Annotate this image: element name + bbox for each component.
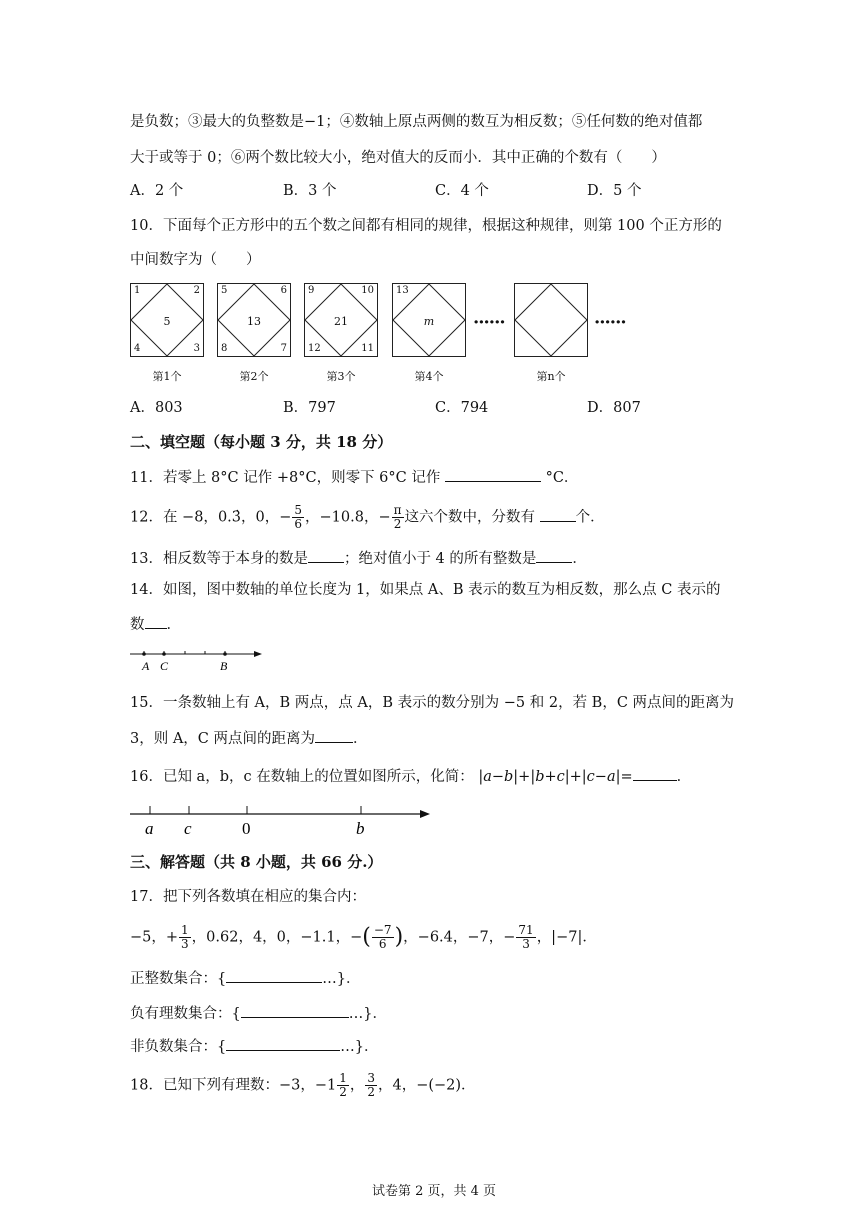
q17-fraction-neg7-6: $\frac{-7}{6}$ — [373, 923, 392, 951]
q12-text-b: 0.3̇，0，− — [217, 509, 292, 526]
q10-square-caption: 第4个 — [414, 370, 444, 383]
q11-text: 11．若零上 8°C 记作 +8°C，则零下 6°C 记作 — [130, 470, 441, 486]
q10-option-a[interactable]: A．803 — [130, 400, 183, 416]
q10-square-corner-tl: 5 — [221, 285, 228, 296]
q16 — [130, 766, 691, 787]
q10-dots-1: ······ — [473, 312, 505, 333]
q10-square-1 — [130, 283, 204, 357]
q17-set1-blank[interactable] — [226, 968, 322, 983]
q11-answer-blank[interactable] — [445, 467, 541, 482]
q17-set3-label: 非负数集合：{ — [130, 1039, 227, 1055]
q10-square-center: 21 — [334, 315, 348, 328]
q13-text-a: 13．相反数等于本身的数是 — [130, 551, 308, 567]
q10-square-corner-tr: 6 — [280, 285, 287, 296]
section-3-heading: 三、解答题（共 8 小题，共 66 分.） — [130, 853, 383, 871]
q17-set-negative-rationals — [130, 1003, 387, 1024]
q15-text: 3，则 A，C 两点间的距离为 — [130, 731, 316, 747]
q17-paren-open: ( — [362, 924, 371, 950]
q18-fraction-1-2: $\frac{1}{2}$ — [339, 1071, 347, 1099]
q14-number-line — [128, 644, 268, 674]
q10-line2: 中间数字为（ ） — [130, 252, 261, 268]
q17-text-2: ，0.62，4，0，−1.1，− — [191, 929, 363, 946]
q17-set1-end: …}． — [322, 971, 361, 987]
q17-text-3: ，−6.4，−7，− — [403, 929, 516, 946]
q10-square-corner-tl: 13 — [396, 285, 409, 296]
q10-option-d[interactable]: D．807 — [587, 400, 641, 416]
q12-text-a: 12．在 −8， — [130, 509, 218, 526]
q16-expression: |a−b|+|b+c|+|c−a|= — [478, 769, 633, 785]
q10-square-3 — [304, 283, 378, 357]
section-2-heading: 二、填空题（每小题 3 分，共 18 分） — [130, 433, 393, 451]
q10-square-corner-br: 3 — [193, 343, 200, 354]
q15-line1: 15．一条数轴上有 A，B 两点，点 A，B 表示的数分别为 −5 和 2，若 B，C 两点间的距离为 — [130, 695, 735, 711]
q16-number-line — [128, 800, 438, 840]
q17-fraction-71-3: $\frac{71}{3}$ — [518, 923, 534, 951]
q10-square-4 — [392, 283, 466, 357]
q10-square-5 — [514, 283, 588, 357]
q15-line2 — [130, 728, 368, 749]
q13-text-b: ；绝对值小于 4 的所有整数是 — [343, 551, 537, 567]
q10-square-corner-tl: 9 — [308, 285, 315, 296]
q17-set1-label: 正整数集合：{ — [130, 971, 227, 987]
q14-label-b: B — [220, 659, 228, 673]
q16-label-c: c — [184, 819, 192, 838]
q16-blank[interactable] — [633, 766, 677, 781]
q10-square-corner-br: 7 — [280, 343, 287, 354]
q12 — [130, 504, 605, 531]
q10-square-diamond — [515, 284, 587, 356]
q10-square-caption: 第1个 — [152, 370, 182, 383]
q14-arrow — [254, 651, 262, 657]
q17-line1: 17．把下列各数填在相应的集合内： — [130, 889, 366, 905]
q13-blank-2[interactable] — [536, 548, 572, 563]
q12-text-d: 这六个数中，分数有 — [404, 509, 535, 526]
q14-blank[interactable] — [145, 614, 167, 629]
q14-line1: 14．如图，图中数轴的单位长度为 1，如果点 A、B 表示的数互为相反数，那么点 C 表示的 — [130, 582, 721, 598]
q10-square-center: m — [423, 315, 435, 328]
q9-line2: 大于或等于 0；⑥两个数比较大小，绝对值大的反而小．其中正确的个数有（ ） — [130, 150, 666, 166]
q17-paren-close: ) — [394, 924, 404, 950]
q18-fraction-3-2: $\frac{3}{2}$ — [367, 1071, 375, 1099]
q17-numbers — [130, 924, 597, 951]
q9-option-c[interactable]: C．4 个 — [435, 183, 489, 199]
q18 — [130, 1072, 476, 1099]
q10-dots-2: ······ — [594, 312, 626, 333]
q9-line1: 是负数；③最大的负整数是−1；④数轴上原点两侧的数互为相反数；⑤任何数的绝对值都 — [130, 114, 703, 130]
q14-point — [162, 652, 166, 656]
q13 — [130, 548, 587, 569]
q10-square-corner-tr: 2 — [193, 285, 200, 296]
q10-square-2 — [217, 283, 291, 357]
q14-label-c: C — [160, 659, 169, 673]
q12-fraction-5-6: $\frac{5}{6}$ — [294, 503, 303, 531]
q14-period: ． — [166, 617, 181, 633]
q9-option-a[interactable]: A．2 个 — [130, 183, 184, 199]
q11-unit: °C． — [545, 470, 579, 486]
q12-text-e: 个． — [575, 509, 605, 526]
q17-text-1: −5，+ — [130, 929, 179, 946]
q16-period: ． — [676, 769, 692, 785]
q14-point — [223, 652, 227, 656]
q17-set-positive-integers — [130, 968, 360, 989]
q14-text: 数 — [130, 617, 145, 633]
q10-square-caption: 第3个 — [326, 370, 356, 383]
q10-option-c[interactable]: C．794 — [435, 400, 489, 416]
q10-line1: 10．下面每个正方形中的五个数之间都有相同的规律，根据这种规律，则第 100 个正方形的 — [130, 218, 722, 234]
q13-text-c: ． — [572, 551, 587, 567]
q13-blank-1[interactable] — [308, 548, 344, 563]
q9-option-d[interactable]: D．5 个 — [587, 183, 642, 199]
q14-line2 — [130, 614, 181, 635]
q10-square-corner-tr: 10 — [361, 285, 374, 296]
q9-option-b[interactable]: B．3 个 — [283, 183, 337, 199]
q10-option-b[interactable]: B．797 — [283, 400, 336, 416]
q16-text: 16．已知 a，b，c 在数轴上的位置如图所示，化简： — [130, 769, 474, 785]
q10-square-center: 5 — [163, 315, 171, 328]
q15-blank[interactable] — [315, 728, 353, 743]
q17-text-4: ，|−7|． — [536, 929, 597, 946]
q17-set2-label: 负有理数集合：{ — [130, 1006, 241, 1022]
q18-text-a: 18．已知下列有理数：−3，−1 — [130, 1077, 337, 1094]
q17-set2-blank[interactable] — [241, 1003, 349, 1018]
q12-fraction-pi-2: $\frac{\pi}{2}$ — [393, 503, 402, 531]
q14-point — [142, 652, 146, 656]
q12-text-c: ，−10.8，− — [305, 509, 391, 526]
q16-label-b: b — [356, 819, 365, 838]
q18-text-b: ， — [349, 1077, 365, 1094]
q18-text-c: ，4，−(−2)． — [377, 1077, 476, 1094]
q12-answer-blank[interactable] — [540, 507, 576, 522]
q14-label-a: A — [142, 659, 150, 673]
q11 — [130, 467, 578, 488]
q10-square-caption: 第2个 — [239, 370, 269, 383]
q17-set3-blank[interactable] — [226, 1036, 340, 1051]
q16-label-0: 0 — [242, 819, 251, 838]
q17-set2-end: …}． — [348, 1006, 387, 1022]
q10-square-caption: 第n个 — [536, 370, 566, 383]
q15-period: ． — [353, 731, 368, 747]
q17-set-nonnegative — [130, 1036, 378, 1057]
page-footer: 试卷第 2 页，共 4 页 — [371, 1184, 497, 1199]
q10-square-corner-br: 11 — [361, 343, 374, 354]
q17-fraction-1-3: $\frac{1}{3}$ — [181, 923, 189, 951]
q10-square-center: 13 — [247, 315, 261, 328]
q10-square-corner-bl: 4 — [134, 343, 141, 354]
q10-square-corner-tl: 1 — [134, 285, 141, 296]
q16-arrow — [420, 810, 430, 818]
q10-square-corner-bl: 8 — [221, 343, 228, 354]
q17-set3-end: …}． — [340, 1039, 379, 1055]
q16-label-a: a — [145, 819, 154, 838]
q10-square-corner-bl: 12 — [308, 343, 321, 354]
